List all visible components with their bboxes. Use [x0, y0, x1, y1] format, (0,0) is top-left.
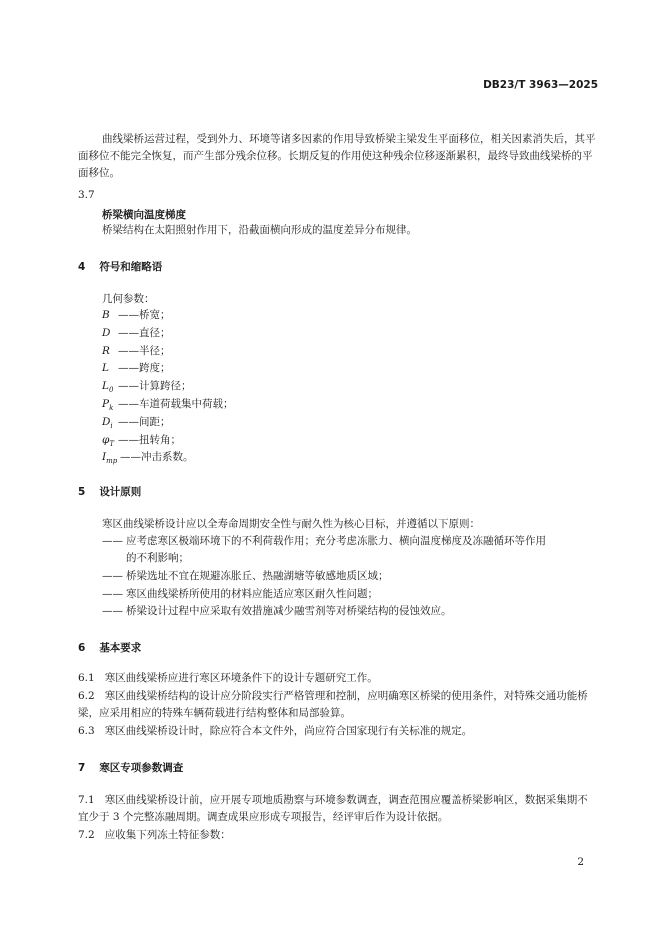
symbol-item — [102, 307, 234, 325]
section-5-lead: 寒区曲线梁桥设计应以全寿命周期安全性与耐久性为核心目标，并遵循以下原则： — [102, 518, 480, 530]
section-title: 基本要求 — [99, 642, 142, 654]
symbol-desc: ——跨度； — [118, 362, 171, 375]
section-number: 4 — [78, 261, 86, 273]
symbol-item — [102, 325, 234, 343]
symbol-list — [102, 307, 234, 467]
clause: 6.3 寒区曲线梁桥设计时，除应符合本文件外，尚应符合国家现行有关标准的规定。 — [78, 725, 473, 737]
clause: 7.2 应收集下列冻土特征参数： — [78, 829, 231, 841]
symbol-desc: ——直径； — [118, 326, 171, 339]
intro-paragraph: 曲线梁桥运营过程，受到外力、环境等诸多因素的作用导致桥梁主梁发生平面移位，相关因素消失后，其平面移位不能完全恢复，而产生部分残余位移。长期反复的作用使这种残余位移逐渐累积，最终导致曲线梁桥的平面移位。 — [78, 133, 596, 179]
symbol-desc: ——冲击系数。 — [120, 451, 194, 464]
term-number: 3.7 — [78, 189, 95, 201]
symbol: B — [102, 309, 110, 321]
principle-item: —— 寒区曲线梁桥所使用的材料应能适应寒区耐久性问题； — [102, 588, 378, 600]
symbol-desc: ——桥宽； — [118, 309, 171, 321]
symbol: $I_{mp}$ — [102, 451, 118, 466]
document-code: DB23/T 3963—2025 — [483, 79, 598, 91]
section-number: 7 — [78, 762, 86, 774]
symbol: $L_0$ — [102, 380, 114, 395]
clause: 7.1 寒区曲线梁桥设计前，应开展专项地质勘察与环境参数调查，调查范围应覆盖桥梁影响区，数据采集期不宜少于 3 个完整冻融周期。调查成果应形成专项报告，经评审后作为设计依据。 — [78, 794, 588, 823]
symbol-group-label: 几何参数： — [102, 293, 155, 305]
symbol-item — [102, 396, 234, 414]
symbol: L — [102, 362, 109, 375]
section-number: 6 — [78, 642, 86, 654]
principle-item: —— 应考虑寒区极端环境下的不利荷载作用；充分考虑冻胀力、横向温度梯度及冻融循环等作用 — [102, 535, 546, 547]
symbol-item — [102, 378, 234, 396]
symbol-desc: ——计算跨径； — [118, 380, 192, 393]
section-4-heading — [78, 259, 162, 274]
symbol-item — [102, 449, 234, 467]
symbol-item — [102, 343, 234, 361]
section-7-heading — [78, 760, 183, 775]
symbol: $\varphi_T$ — [102, 433, 115, 448]
symbol: $D_i$ — [102, 415, 113, 430]
page-number: 2 — [577, 856, 584, 868]
symbol: $P_k$ — [102, 397, 114, 413]
symbol: R — [102, 344, 110, 357]
section-5-heading — [78, 484, 141, 499]
section-number: 5 — [78, 486, 86, 498]
symbol-item — [102, 360, 234, 378]
principle-item: —— 桥梁设计过程中应采取有效措施减少融雪剂等对桥梁结构的侵蚀效应。 — [102, 605, 452, 617]
section-title: 符号和缩略语 — [99, 261, 163, 273]
principle-item-cont: 的不利影响； — [126, 552, 189, 564]
symbol-item — [102, 414, 234, 432]
symbol-item — [102, 432, 234, 450]
clause: 6.2 寒区曲线梁桥结构的设计应分阶段实行严格管理和控制，应明确寒区桥梁的使用条件，对特殊交通功能桥梁，应采用相应的特殊车辆荷载进行结构整体和局部验算。 — [78, 690, 588, 719]
section-title: 设计原则 — [99, 486, 142, 498]
term-definition: 桥梁结构在太阳照射作用下，沿截面横向形成的温度差异分布规律。 — [102, 224, 417, 236]
symbol-desc: ——扭转角； — [118, 433, 181, 446]
symbol-desc: ——间距； — [118, 415, 171, 428]
symbol-desc: ——车道荷载集中荷载； — [118, 397, 234, 410]
principle-item: —— 桥梁选址不宜在规避冻胀丘、热融湖塘等敏感地质区域； — [102, 570, 389, 582]
symbol-desc: ——半径； — [118, 344, 171, 357]
section-6-heading — [78, 640, 141, 655]
clause: 6.1 寒区曲线梁桥应进行寒区环境条件下的设计专题研究工作。 — [78, 672, 378, 684]
symbol: D — [102, 326, 111, 339]
term-title: 桥梁横向温度梯度 — [102, 209, 186, 221]
section-title: 寒区专项参数调查 — [99, 762, 184, 774]
